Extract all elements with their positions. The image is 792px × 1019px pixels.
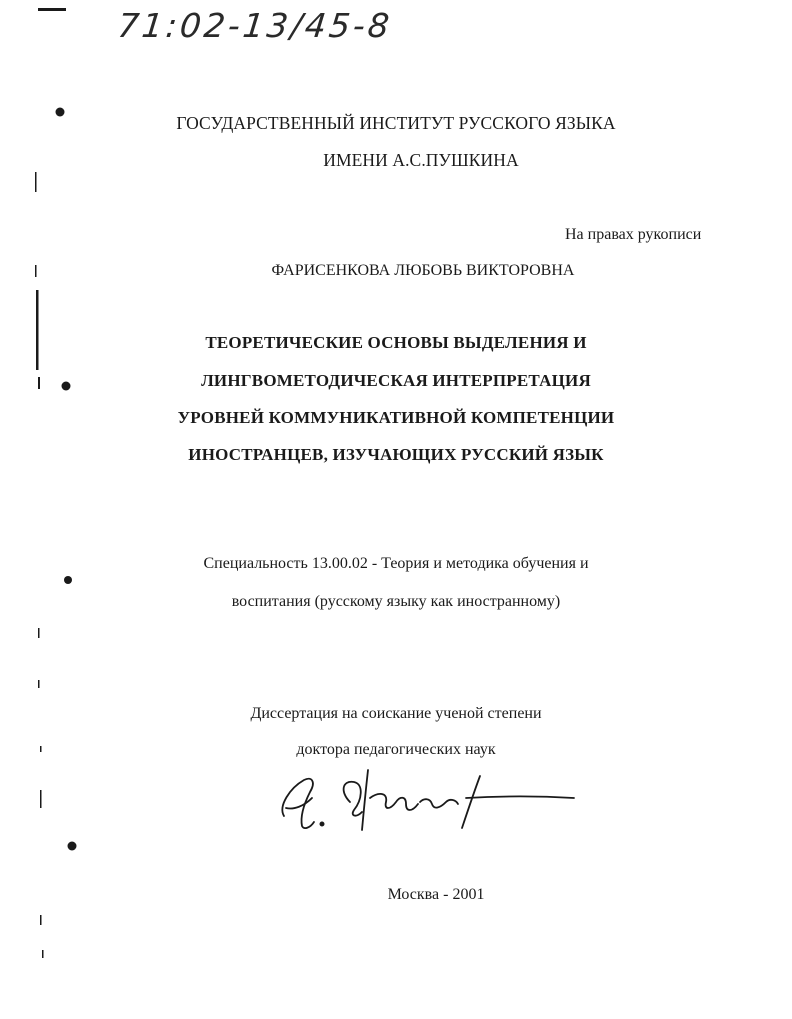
margin-line-6 xyxy=(38,680,40,688)
margin-line-9 xyxy=(40,915,42,925)
title-line-2: ЛИНГВОМЕТОДИЧЕСКАЯ ИНТЕРПРЕТАЦИЯ xyxy=(201,371,591,390)
margin-line-1 xyxy=(35,172,37,192)
signature-underline xyxy=(466,797,574,799)
margin-line-2 xyxy=(35,265,37,277)
signature-stroke-7 xyxy=(462,776,480,828)
title-line-3: УРОВНЕЙ КОММУНИКАТИВНОЙ КОМПЕТЕНЦИИ xyxy=(177,408,615,427)
signature-stroke-2 xyxy=(286,798,312,809)
rights-note: На правах рукописи xyxy=(565,226,702,243)
author-signature xyxy=(270,758,580,838)
punch-mark-4 xyxy=(68,842,77,851)
signature-stroke-5 xyxy=(370,794,418,810)
margin-line-3 xyxy=(36,290,39,370)
institution-line-2: ИМЕНИ А.С.ПУШКИНА xyxy=(323,150,519,170)
specialty-line-2: воспитания (русскому языку как иностранному) xyxy=(231,593,561,610)
title-line-4: ИНОСТРАНЦЕВ, ИЗУЧАЮЩИХ РУССКИЙ ЯЗЫК xyxy=(188,445,604,464)
signature-stroke-3 xyxy=(344,782,362,816)
archive-code: 71:02-13/45-8 xyxy=(115,6,395,45)
top-edge-mark xyxy=(38,8,66,11)
title-line-1: ТЕОРЕТИЧЕСКИЕ ОСНОВЫ ВЫДЕЛЕНИЯ И xyxy=(205,333,587,352)
margin-line-8 xyxy=(40,790,42,808)
signature-stroke-1 xyxy=(282,779,314,828)
signature-dot xyxy=(320,822,323,825)
margin-line-5 xyxy=(38,628,40,638)
margin-line-10 xyxy=(42,950,44,958)
institution-line-1: ГОСУДАРСТВЕННЫЙ ИНСТИТУТ РУССКОГО ЯЗЫКА xyxy=(176,113,616,133)
place-and-year: Москва - 2001 xyxy=(387,886,485,903)
degree-line-1: Диссертация на соискание ученой степени xyxy=(250,705,542,722)
author-name: ФАРИСЕНКОВА ЛЮБОВЬ ВИКТОРОВНА xyxy=(271,262,575,279)
signature-stroke-4 xyxy=(362,770,368,830)
specialty-line-1: Специальность 13.00.02 - Теория и методика обучения и xyxy=(203,555,589,572)
degree-line-2: доктора педагогических наук xyxy=(296,741,496,758)
punch-mark-3 xyxy=(64,576,72,584)
signature-stroke-6 xyxy=(420,799,458,807)
